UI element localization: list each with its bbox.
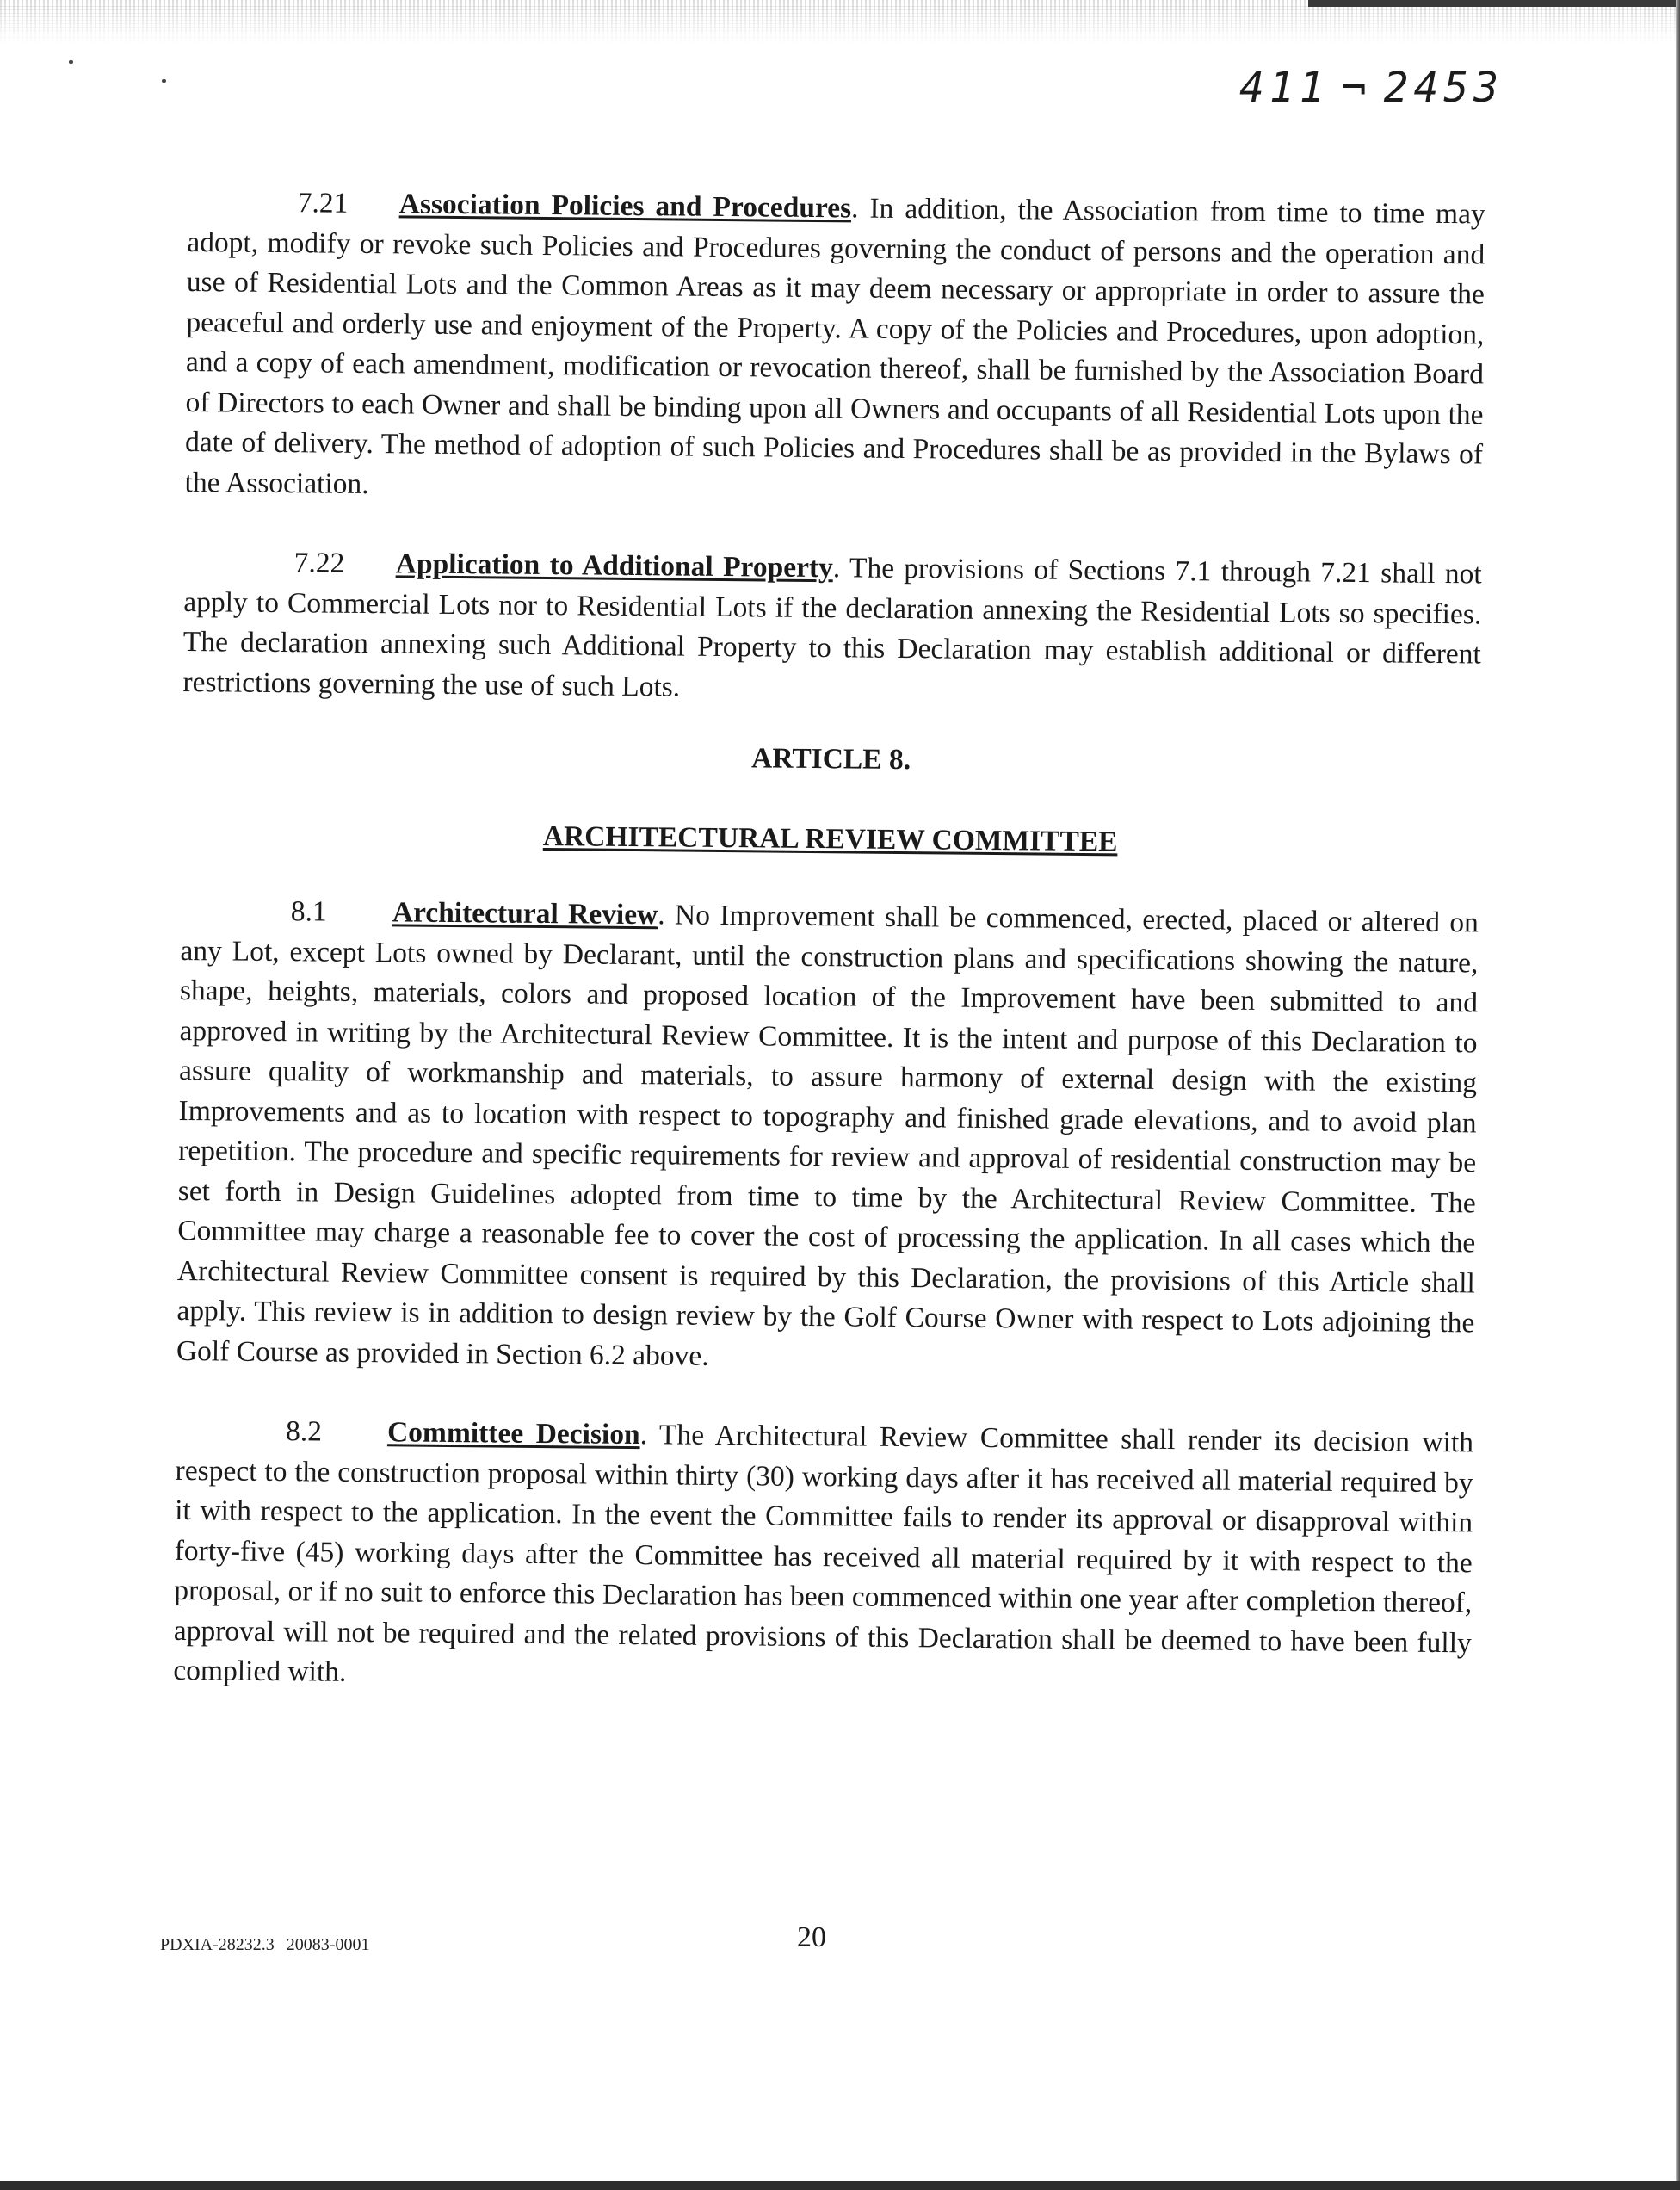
recording-stamp <box>1239 64 1504 112</box>
section-heading: Application to Additional Property <box>395 548 834 585</box>
section-8-1 <box>176 891 1479 1383</box>
footer-doc-id: PDXIA-28232.3 <box>160 1935 275 1954</box>
footer-matter-id: 20083-0001 <box>286 1935 370 1954</box>
scan-edge-right <box>1676 0 1680 2190</box>
stamp-separator: ¬ <box>1341 64 1372 112</box>
section-body: . In addition, the Association from time to time may adopt, modify or revoke such Policies and Procedures governing the conduct of persons and the operation and use of Residential Lots and the Common Areas as it may deem necessary or appropriate in order to assure the peaceful and orderly use and enjoyment of the Property. A copy of the Policies and Procedures, upon adoption, and a copy of each amendment, modification or revocation thereof, shall be furnished by the Association Board of Directors to each Owner and shall be binding upon all Owners and occupants of all Residential Lots upon the date of delivery. The method of adoption of such Policies and Procedures shall be as provided in the Bylaws of the Association. <box>184 192 1485 500</box>
section-7-21 <box>184 182 1485 515</box>
section-body: . The provisions of Sections 7.1 through 7.21 shall not apply to Commercial Lots nor to Residential Lots if the declaration annexing the Residential Lots so specifies. The declaration annexing such Additional Property to this Declaration may establish additional or different restrictions governing the use of such Lots. <box>182 552 1482 703</box>
section-heading: Association Policies and Procedures <box>398 188 852 225</box>
section-body: . The Architectural Review Committee shall render its decision with respect to the construction proposal within thirty (30) working days after it has received all material required by it with respect to the application. In the event the Committee fails to render its approval or disapproval within forty-five (45) working days after the Committee has received all material required by it with respect to the proposal, or if no suit to enforce this Declaration has been commenced within one year after completion thereof, approval will not be required and the related provisions of this Declaration shall be deemed to have been fully complied with. <box>173 1419 1474 1688</box>
article-title: ARTICLE 8. <box>750 742 911 776</box>
scan-speck <box>162 79 166 83</box>
scan-edge-bottom <box>0 2181 1680 2190</box>
document-body <box>173 182 1485 1704</box>
section-heading: Architectural Review <box>392 896 658 931</box>
section-number: 7.22 <box>293 547 345 579</box>
article-subtitle: ARCHITECTURAL REVIEW COMMITTEE <box>542 820 1118 857</box>
section-8-2 <box>173 1411 1473 1704</box>
stamp-page: 2453 <box>1383 64 1504 112</box>
footer-document-id <box>160 1935 369 1955</box>
section-number: 8.2 <box>285 1415 323 1448</box>
scan-edge-top <box>1308 0 1680 7</box>
stamp-book: 411 <box>1239 64 1330 112</box>
page-number: 20 <box>797 1921 826 1953</box>
section-heading: Committee Decision <box>386 1416 640 1451</box>
section-number: 7.21 <box>297 187 349 220</box>
section-number: 8.1 <box>290 895 327 928</box>
scan-speck <box>69 60 73 64</box>
section-body: . No Improvement shall be commenced, erected, placed or altered on any Lot, except Lots owned by Declarant, until the construction plans and specifications showing the nature, shape, heights, materials, colors and proposed location of the Improvement have been submitted to and approved in writing by the Architectural Review Committee. It is the intent and purpose of this Declaration to assure quality of workmanship and materials, to assure harmony of external design with the existing Improvements and as to location with respect to topography and finished grade elevations, and to avoid plan repetition. The procedure and specific requirements for review and approval of residential construction may be set forth in Design Guidelines adopted from time to time by the Architectural Review Committee. The Committee may charge a reasonable fee to cover the cost of processing the application. In all cases which the Architectural Review Committee consent is required by this Declaration, the provisions of this Article shall apply. This review is in addition to design review by the Golf Course Owner with respect to Lots adjoining the Golf Course as provided in Section 6.2 above. <box>176 899 1479 1372</box>
section-7-22 <box>182 542 1482 715</box>
